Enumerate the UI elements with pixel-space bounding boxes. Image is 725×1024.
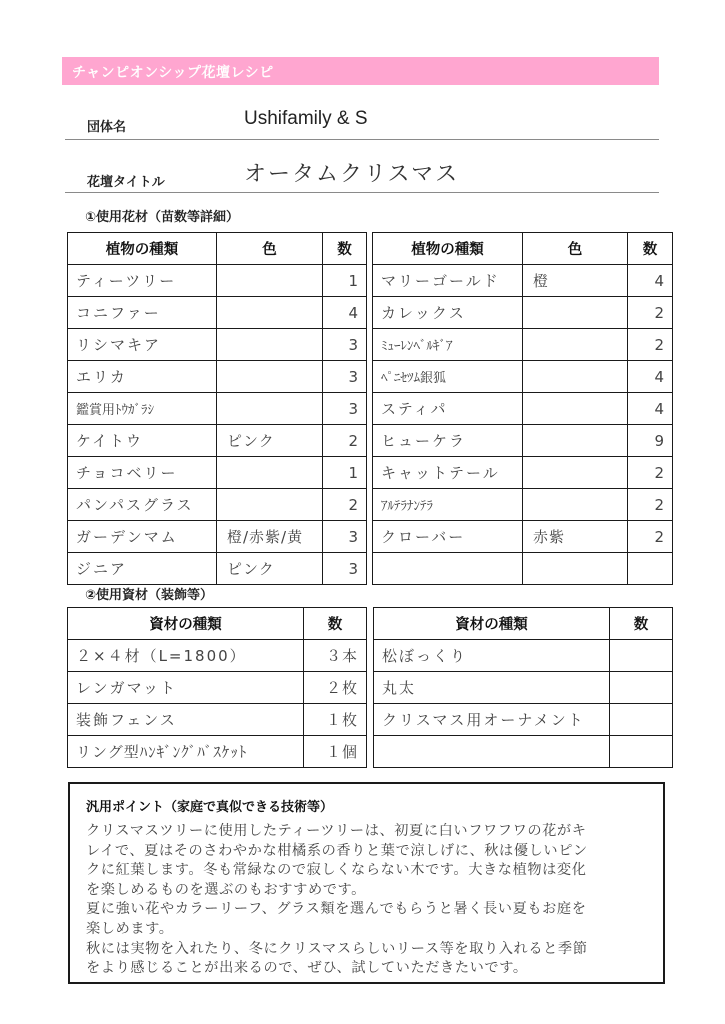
material-count: １個 (304, 736, 367, 768)
table-row (373, 265, 673, 297)
material-name: クリスマス用オーナメント (374, 704, 610, 736)
flowers-section-title: ①使用花材（苗数等詳細） (85, 210, 240, 225)
plant-count: 1 (323, 457, 367, 489)
plant-count: 4 (628, 361, 673, 393)
plant-color (523, 361, 628, 393)
material-count: ２枚 (304, 672, 367, 704)
plant-name: ガーデンマム (68, 521, 217, 553)
plant-name: ﾍﾟﾆｾﾂﾑ銀狐 (373, 361, 523, 393)
material-count (610, 640, 673, 672)
table-row (68, 393, 367, 425)
plant-color: ピンク (217, 553, 323, 585)
table-row (374, 640, 673, 672)
plant-color (523, 425, 628, 457)
plant-count: 2 (628, 457, 673, 489)
plant-color (523, 489, 628, 521)
column-header-count: 数 (304, 608, 367, 640)
flowers-table-right (372, 232, 673, 585)
table-row (373, 553, 673, 585)
plant-count: 3 (323, 329, 367, 361)
team-label: 団体名 (87, 120, 127, 135)
material-name: ２×４材（L=1800） (68, 640, 304, 672)
column-header-plant: 植物の種類 (68, 233, 217, 265)
tips-title: 汎用ポイント（家庭で真似できる技術等） (86, 800, 334, 815)
plant-color (217, 329, 323, 361)
column-header-color: 色 (523, 233, 628, 265)
flowers-table-left (67, 232, 367, 585)
table-row (68, 329, 367, 361)
table-row (68, 425, 367, 457)
plant-count: 3 (323, 521, 367, 553)
plant-count: 9 (628, 425, 673, 457)
plant-color (217, 393, 323, 425)
flowerbed-title-label: 花壇タイトル (87, 175, 165, 190)
table-row (373, 425, 673, 457)
material-count (610, 672, 673, 704)
plant-name: エリカ (68, 361, 217, 393)
tips-line: クに紅葉します。冬も常緑なので寂しくならない木です。大きな植物は変化 (86, 862, 587, 879)
plant-name: クローバー (373, 521, 523, 553)
material-count (610, 736, 673, 768)
column-header-plant: 植物の種類 (373, 233, 523, 265)
plant-count: 2 (323, 489, 367, 521)
banner-title: チャンピオンシップ花壇レシピ (72, 65, 274, 81)
material-name: 装飾フェンス (68, 704, 304, 736)
plant-color (217, 265, 323, 297)
tips-line: 楽しめます。 (86, 920, 174, 937)
tips-line: をより感じることが出来るので、ぜひ、試していただきたいです。 (86, 960, 528, 977)
plant-count: 3 (323, 361, 367, 393)
plant-count: 2 (628, 489, 673, 521)
table-row (373, 361, 673, 393)
table-row (373, 393, 673, 425)
plant-name: キャットテール (373, 457, 523, 489)
table-row (374, 672, 673, 704)
plant-name: ｱﾙﾃﾗﾅﾝﾃﾗ (373, 489, 523, 521)
plant-name: ケイトウ (68, 425, 217, 457)
plant-count: 4 (323, 297, 367, 329)
plant-color (523, 329, 628, 361)
table-row (373, 297, 673, 329)
tips-line: クリスマスツリーに使用したティーツリーは、初夏に白いフワフワの花がキ (86, 823, 587, 839)
materials-table-right (373, 607, 673, 768)
plant-count: 4 (628, 393, 673, 425)
table-row (374, 704, 673, 736)
column-header-color: 色 (217, 233, 323, 265)
tips-text (86, 822, 646, 979)
table-row (373, 521, 673, 553)
plant-count: 2 (628, 521, 673, 553)
plant-count: 1 (323, 265, 367, 297)
column-header-count: 数 (323, 233, 367, 265)
table-row (68, 704, 367, 736)
column-header-count: 数 (610, 608, 673, 640)
plant-name: カレックス (373, 297, 523, 329)
recipe-banner (62, 57, 659, 85)
plant-name (373, 553, 523, 585)
column-header-count: 数 (628, 233, 673, 265)
table-row (68, 672, 367, 704)
material-name: 丸太 (374, 672, 610, 704)
plant-color (217, 457, 323, 489)
plant-color (217, 489, 323, 521)
plant-name: チョコベリー (68, 457, 217, 489)
plant-count (628, 553, 673, 585)
table-row (68, 521, 367, 553)
plant-color: ピンク (217, 425, 323, 457)
plant-color (523, 393, 628, 425)
plant-name: コニファー (68, 297, 217, 329)
plant-color (523, 553, 628, 585)
team-name: Ushifamily & S (244, 108, 368, 129)
table-row (68, 297, 367, 329)
plant-name: ティーツリー (68, 265, 217, 297)
plant-name: リシマキア (68, 329, 217, 361)
plant-count: 3 (323, 553, 367, 585)
table-header-row (68, 608, 367, 640)
materials-table-left (67, 607, 367, 768)
table-row (68, 489, 367, 521)
table-row (373, 489, 673, 521)
column-header-material: 資材の種類 (68, 608, 304, 640)
plant-color (217, 361, 323, 393)
column-header-material: 資材の種類 (374, 608, 610, 640)
table-row (373, 457, 673, 489)
tips-box (68, 782, 665, 984)
title-divider (65, 192, 659, 193)
plant-name: スティパ (373, 393, 523, 425)
table-row (68, 736, 367, 768)
plant-count: 3 (323, 393, 367, 425)
table-row (374, 736, 673, 768)
plant-color (217, 297, 323, 329)
plant-name: ジニア (68, 553, 217, 585)
materials-section-title: ②使用資材（装飾等） (85, 588, 214, 603)
plant-name: ﾐｭｰﾚﾝﾍﾞﾙｷﾞｱ (373, 329, 523, 361)
tips-line: 夏に強い花やカラーリーフ、グラス類を選んでもらうと暑く長い夏もお庭を (86, 901, 587, 918)
material-name: 松ぼっくり (374, 640, 610, 672)
plant-color (523, 297, 628, 329)
plant-count: 2 (628, 297, 673, 329)
tips-line: を楽しめるものを選ぶのもおすすめです。 (86, 881, 366, 898)
table-row (68, 553, 367, 585)
material-name: リング型ﾊﾝｷﾞﾝｸﾞﾊﾞｽｹｯﾄ (68, 736, 304, 768)
plant-count: 2 (628, 329, 673, 361)
table-header-row (68, 233, 367, 265)
plant-name: 鑑賞用ﾄｳｶﾞﾗｼ (68, 393, 217, 425)
plant-count: 2 (323, 425, 367, 457)
tips-line: 秋には実物を入れたり、冬にクリスマスらしいリース等を取り入れると季節 (86, 940, 588, 957)
table-row (68, 640, 367, 672)
material-count: １枚 (304, 704, 367, 736)
table-row (68, 457, 367, 489)
table-header-row (374, 608, 673, 640)
plant-name: マリーゴールド (373, 265, 523, 297)
team-divider (65, 139, 659, 140)
table-header-row (373, 233, 673, 265)
table-row (68, 361, 367, 393)
flowerbed-title: オータムクリスマス (244, 162, 460, 187)
material-count (610, 704, 673, 736)
tips-line: レイで、夏はそのさわやかな柑橘系の香りと葉で涼しげに、秋は優しいピン (86, 842, 588, 859)
plant-color: 橙/赤紫/黄 (217, 521, 323, 553)
plant-color (523, 457, 628, 489)
plant-count: 4 (628, 265, 673, 297)
table-row (68, 265, 367, 297)
plant-name: ヒューケラ (373, 425, 523, 457)
plant-color: 赤紫 (523, 521, 628, 553)
plant-name: パンパスグラス (68, 489, 217, 521)
plant-color: 橙 (523, 265, 628, 297)
table-row (373, 329, 673, 361)
material-name (374, 736, 610, 768)
material-name: レンガマット (68, 672, 304, 704)
material-count: ３本 (304, 640, 367, 672)
